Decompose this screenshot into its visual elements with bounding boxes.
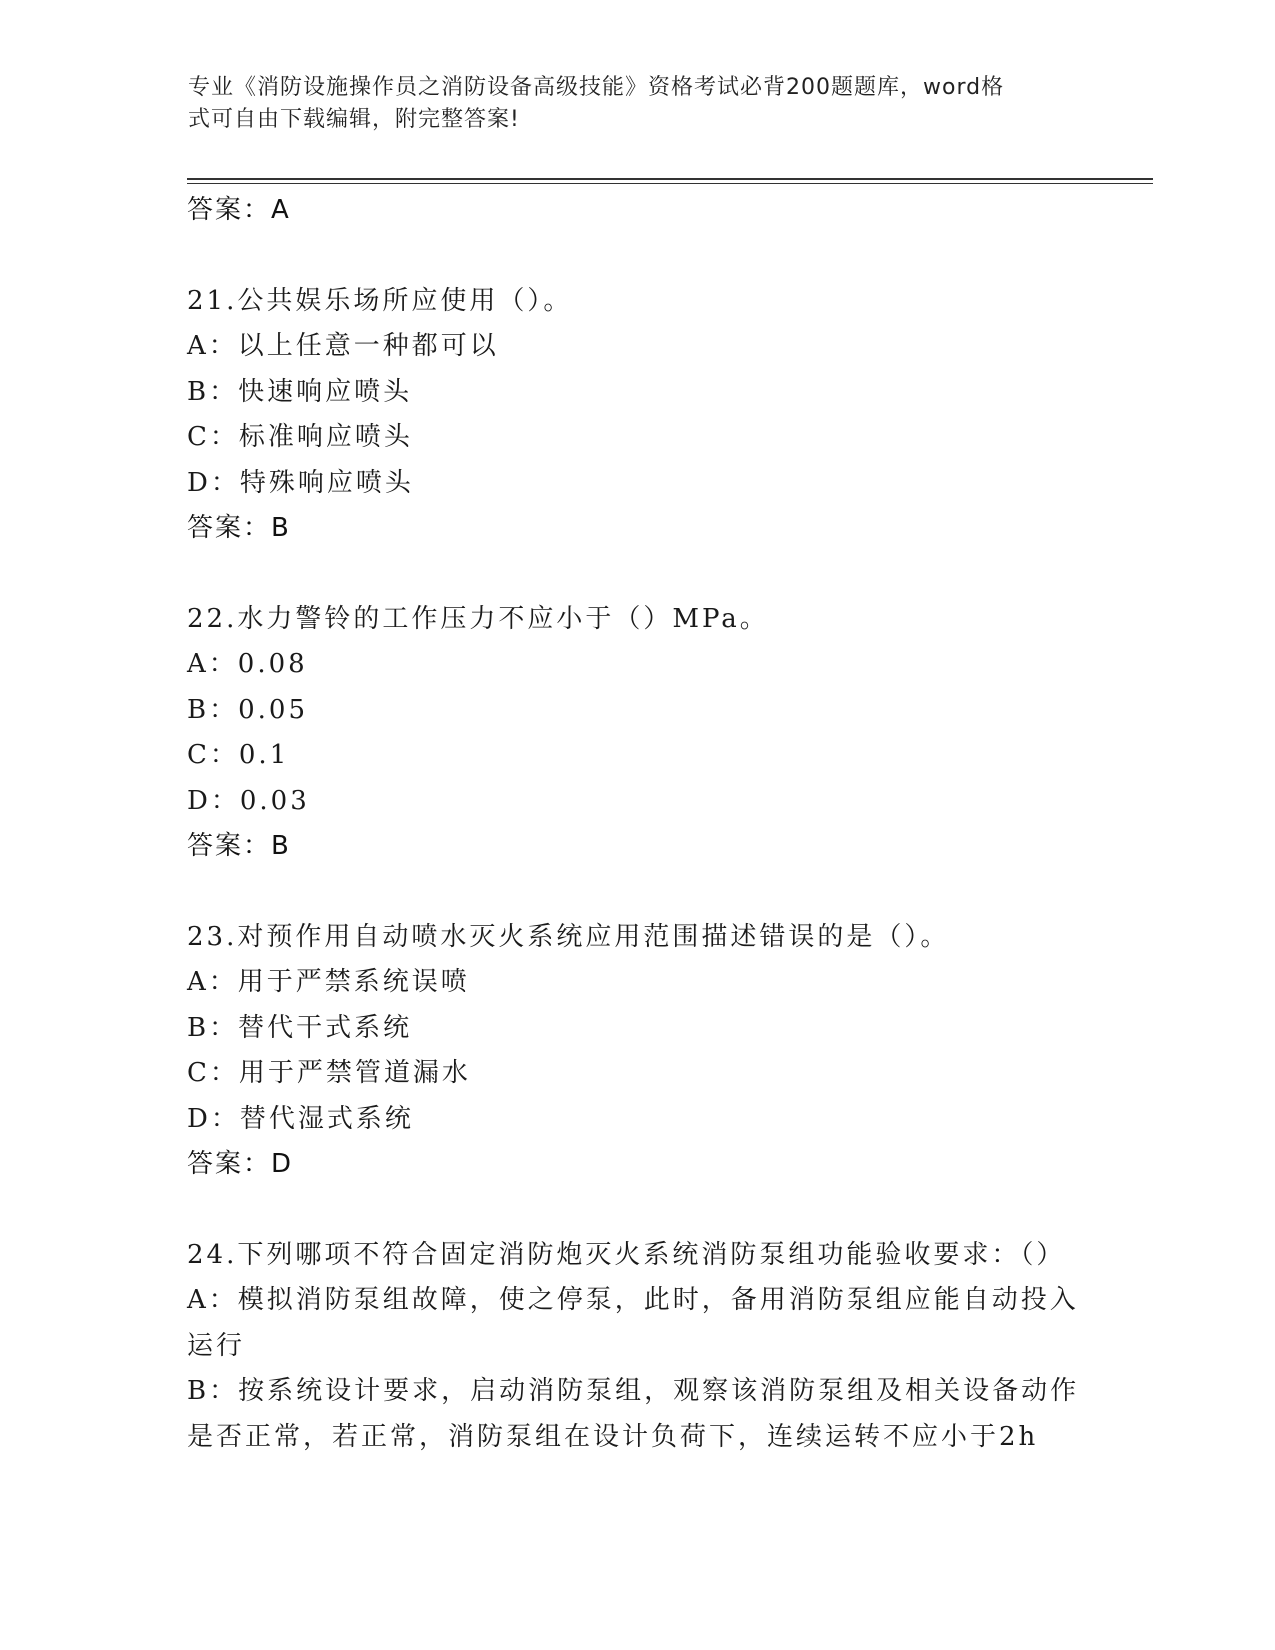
option-a: A：以上任意一种都可以 [187,331,499,361]
option-b: B：快速响应喷头 [187,376,413,407]
question-23 [187,915,1087,1188]
option-b: B：替代干式系统 [187,1012,413,1043]
spacer [187,552,1087,597]
spacer [187,870,1087,915]
question-stem: 23.对预作用自动喷水灭火系统应用范围描述错误的是（）。 [187,921,950,952]
answer-line: 答案：B [187,513,291,543]
answer-line: 答案：A [187,195,291,225]
question-stem: 22.水力警铃的工作压力不应小于（）MPa。 [187,603,769,634]
option-d: D：替代湿式系统 [187,1103,414,1134]
option-d: D：特殊响应喷头 [187,467,414,498]
option-a: A：模拟消防泵组故障，使之停泵，此时，备用消防泵组应能自动投入 [187,1285,1079,1315]
question-24 [187,1233,1087,1461]
option-d: D：0.03 [187,785,310,816]
option-c: C：标准响应喷头 [187,422,413,452]
answer-line: 答案：B [187,831,291,861]
option-c: C：用于严禁管道漏水 [187,1058,471,1088]
header-line-2: 式可自由下载编辑，附完整答案! [188,107,520,132]
option-a: A：用于严禁系统误喷 [187,967,470,997]
page-header [188,72,1068,136]
option-b-continued: 是否正常，若正常，消防泵组在设计负荷下，连续运转不应小于2h [187,1421,1039,1452]
header-divider-thin [187,183,1153,184]
option-a: A：0.08 [187,649,308,679]
spacer [187,1188,1087,1233]
question-22 [187,597,1087,870]
question-list [187,188,1087,1460]
header-line-1: 专业《消防设施操作员之消防设备高级技能》资格考试必背200题题库，word格 [188,75,1005,100]
header-divider-thick [187,178,1153,180]
spacer [187,234,1087,279]
question-stem: 21.公共娱乐场所应使用（）。 [187,285,573,316]
option-c: C：0.1 [187,740,290,770]
question-21 [187,279,1087,552]
option-b: B：0.05 [187,694,308,725]
option-b: B：按系统设计要求，启动消防泵组，观察该消防泵组及相关设备动作 [187,1376,1080,1406]
question-stem: 24.下列哪项不符合固定消防炮灭火系统消防泵组功能验收要求：（） [187,1239,1066,1270]
answer-line: 答案：D [187,1149,294,1179]
option-a-continued: 运行 [187,1330,246,1361]
